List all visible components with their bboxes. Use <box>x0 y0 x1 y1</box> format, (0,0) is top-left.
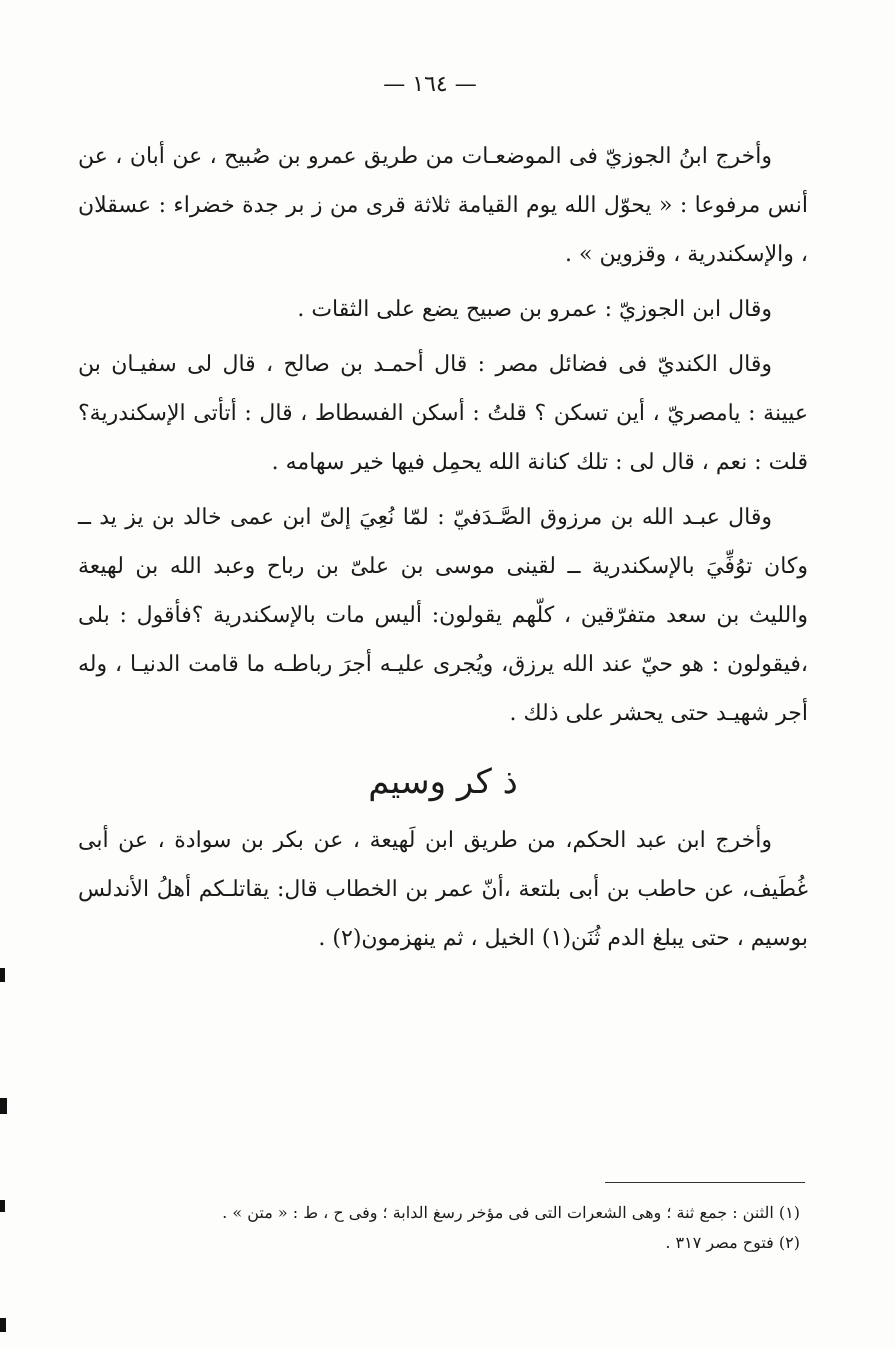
footnotes <box>150 1198 800 1258</box>
footnote-1: (١) الثنن : جمع ثنة ؛ وهى الشعرات التى فى مؤخر رسغ الدابة ؛ وفى ح ، ط : « متن » . <box>222 1203 800 1222</box>
section-heading: ذ كر وسيم <box>368 762 518 802</box>
scan-edge-mark <box>0 1200 5 1212</box>
footnote-2: (٢) فتوح مصر ٣١٧ . <box>665 1233 800 1252</box>
paragraph-abdullah-ibn-marzuq: وقال عبـد الله بن مرزوق الصَّـدَفيّ : لمّا نُعِيَ إلىّ ابن عمى خالد بن يز يد ــ وكان توُفِّيَ بالإسكندرية ــ لقينى موسى بن علىّ بن رباح وعبد الله بن لهيعة والليث بن سعد متفرّقين ، كلّهم يقولون: أليس مات بالإسكندرية ؟فأقول : بلى ،فيقولون : هو حيّ عند الله يرزق، ويُجرى عليـه أجرَ رباطـه ما قامت الدنيـا ، وله أجر شهيـد حتى يحشر على ذلك . <box>78 505 808 726</box>
paragraph-al-kindi: وقال الكنديّ فى فضائل مصر : قال أحمـد بن صالح ، قال لى سفيـان بن عيينة : يامصريّ ، أين تسكن ؟ قلتُ : أسكن الفسطاط ، قال : أتأتى الإسكندرية؟ قلت : نعم ، قال لى : تلك كنانة الله يحمِل فيها خير سهامه . <box>78 352 808 475</box>
page-number: — ١٦٤ — <box>383 72 477 97</box>
paragraph-ibn-al-jawzi-comment: وقال ابن الجوزيّ : عمرو بن صبيح يضع على الثقات . <box>297 297 772 322</box>
paragraph-ibn-al-jawzi-hadith: وأخرج ابنُ الجوزيّ فى الموضعـات من طريق عمرو بن صُبيح ، عن أبان ، عن أنس مرفوعا : « يحوّل الله يوم القيامة ثلاثة قرى من ز بر جدة خضراء : عسقلان ، والإسكندرية ، وقزوين » . <box>78 144 808 267</box>
scan-edge-mark <box>0 1318 6 1332</box>
main-text <box>78 132 808 969</box>
scan-edge-mark <box>0 968 5 982</box>
footnote-divider <box>605 1182 805 1183</box>
scan-edge-mark <box>0 1098 7 1114</box>
paragraph-wasim: وأخرج ابن عبد الحكم، من طريق ابن لَهيعة ، عن بكر بن سوادة ، عن أبى غُطَيف، عن حاطب بن أبى بلتعة ،أنّ عمر بن الخطاب قال: يقاتلـكم أهلُ الأندلس بوسيم ، حتى يبلغ الدم ثُنَن(١) الخيل ، ثم ينهزمون(٢) . <box>78 828 808 951</box>
